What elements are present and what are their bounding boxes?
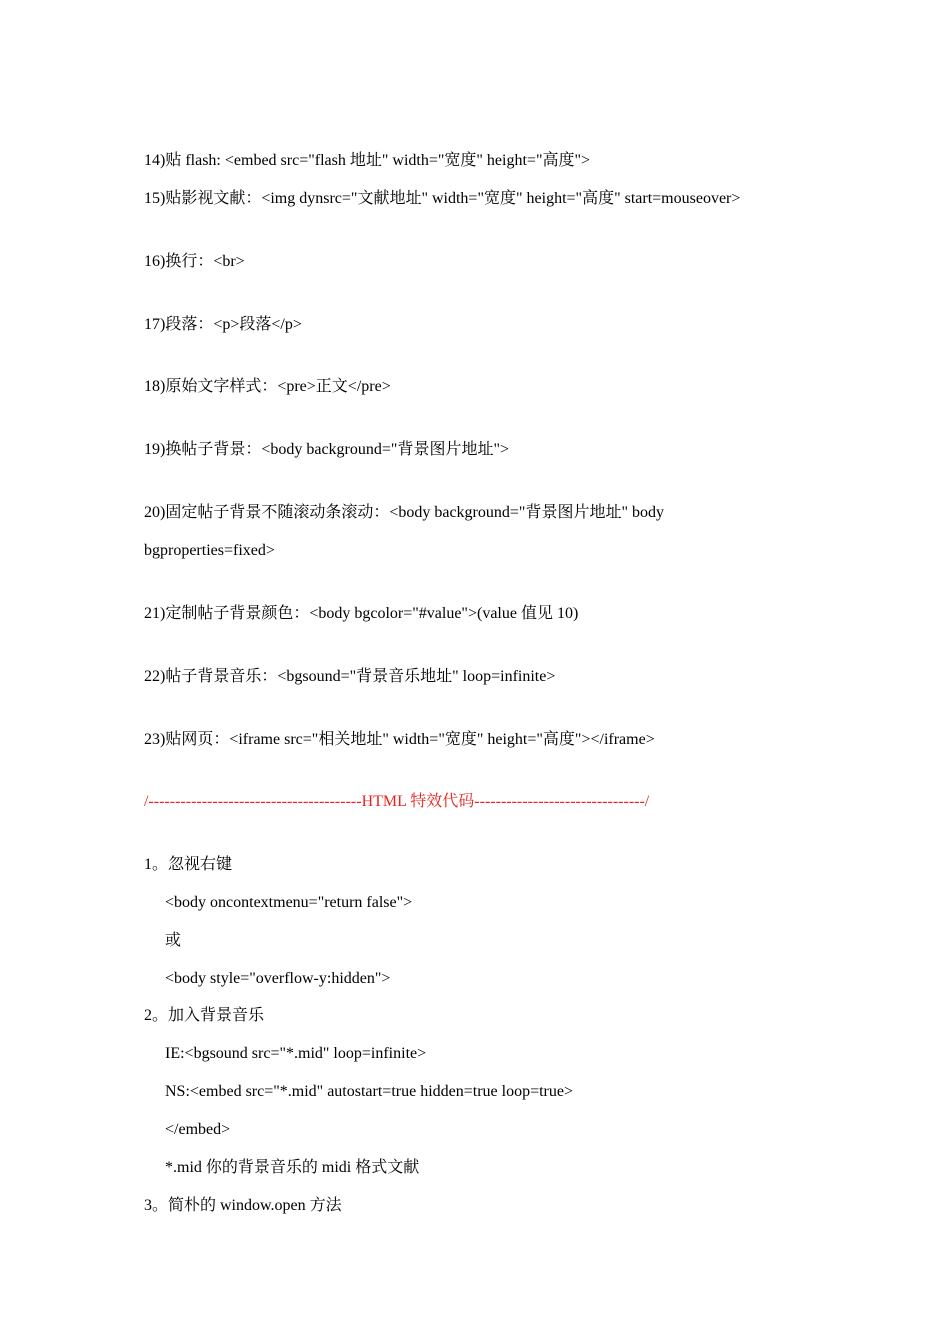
code-line: IE:<bgsound src="*.mid" loop=infinite> (165, 1045, 427, 1062)
text-line-22: 22)帖子背景音乐：<bgsound="背景音乐地址" loop=infinite> (144, 668, 556, 685)
text-line-21: 21)定制帖子背景颜色：<body bgcolor="#value">(value 值见 10) (144, 605, 579, 622)
code-line: <body style="overflow-y:hidden"> (165, 970, 391, 987)
text-line-14: 14)贴 flash: <embed src="flash 地址" width="宽度" height="高度"> (144, 152, 591, 169)
text-line-19: 19)换帖子背景：<body background="背景图片地址"> (144, 441, 509, 458)
code-line: *.mid 你的背景音乐的 midi 格式文献 (165, 1159, 420, 1176)
text-line-20: 20)固定帖子背景不随滚动条滚动：<body background="背景图片地址" body (144, 504, 664, 521)
code-line: <body oncontextmenu="return false"> (165, 894, 413, 911)
text-line-17: 17)段落：<p>段落</p> (144, 316, 302, 333)
text-line-23: 23)贴网页：<iframe src="相关地址" width="宽度" height="高度"></iframe> (144, 731, 655, 748)
item-heading-2: 2。加入背景音乐 (144, 1007, 265, 1024)
item-heading-3: 3。简朴的 window.open 方法 (144, 1197, 342, 1214)
section-divider: /----------------------------------------HTML 特效代码--------------------------------/ (144, 793, 650, 810)
text-line-18: 18)原始文字样式：<pre>正文</pre> (144, 378, 391, 395)
text-line-15: 15)贴影视文献：<img dynsrc="文献地址" width="宽度" height="高度" start=mouseover> (144, 190, 741, 207)
code-line: NS:<embed src="*.mid" autostart=true hidden=true loop=true> (165, 1083, 574, 1100)
text-line-20-cont: bgproperties=fixed> (144, 542, 275, 559)
item-heading-1: 1。忽视右键 (144, 856, 233, 873)
text-line-16: 16)换行：<br> (144, 253, 245, 270)
code-line: 或 (165, 932, 182, 949)
code-line: </embed> (165, 1121, 231, 1138)
